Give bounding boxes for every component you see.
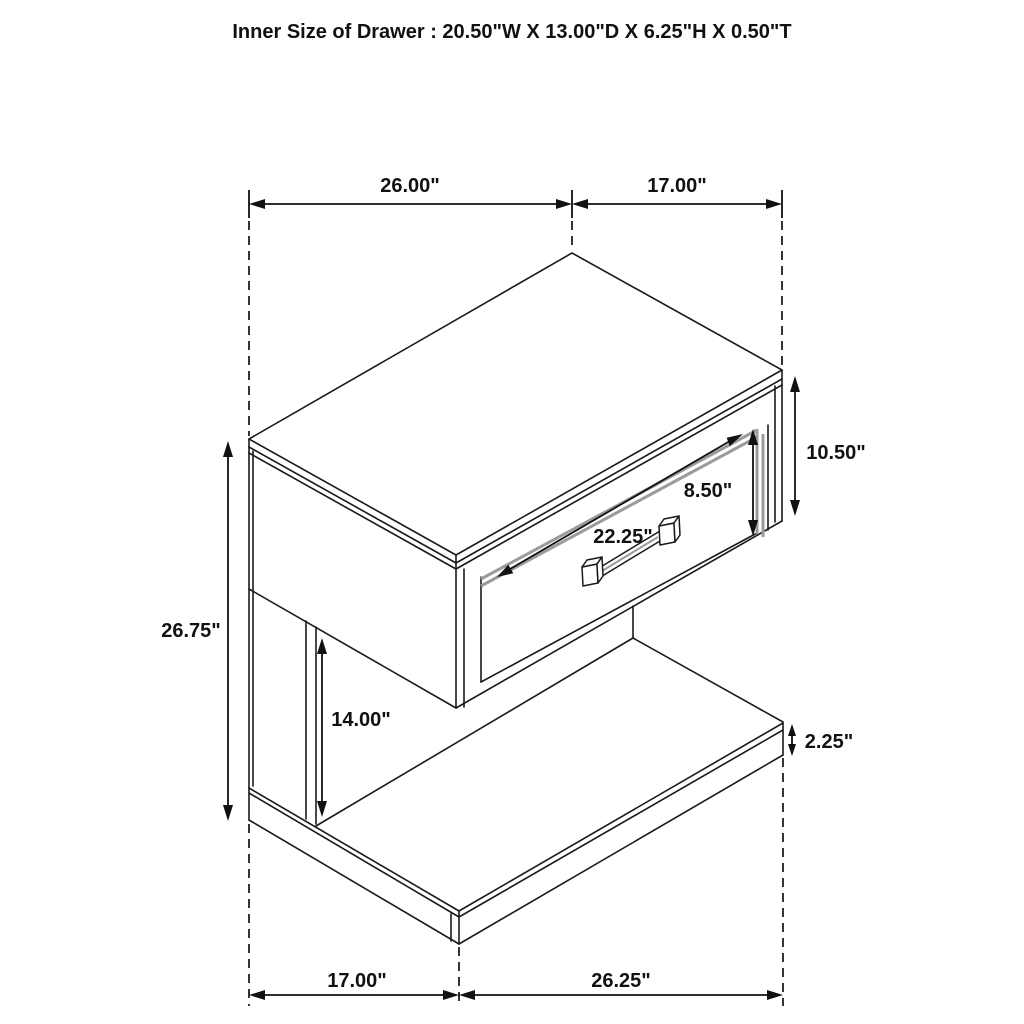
base-top-edges xyxy=(249,723,783,911)
dim-top-depth-label: 17.00" xyxy=(647,175,707,197)
dim-drawer-height xyxy=(684,429,758,536)
dim-drawer-height-label: 8.50" xyxy=(683,480,733,502)
arrowhead xyxy=(790,500,800,516)
arrowhead xyxy=(767,990,783,1000)
arrowhead xyxy=(249,990,265,1000)
arrowhead xyxy=(443,990,459,1000)
back-panel-base-edge xyxy=(316,638,633,826)
arrowhead xyxy=(790,376,800,392)
diagram-title: Inner Size of Drawer : 20.50"W X 13.00"D X 6.25"H X 0.50"T xyxy=(232,21,792,43)
dim-base-thickness xyxy=(788,724,853,756)
arrowhead xyxy=(556,199,572,209)
arrowhead xyxy=(317,638,327,654)
top-face xyxy=(249,253,782,555)
arrowhead xyxy=(788,724,796,736)
dim-cabinet-height-label: 10.50" xyxy=(806,442,866,464)
dim-base-width-label: 26.25" xyxy=(591,970,651,992)
arrowhead xyxy=(249,199,265,209)
arrowhead xyxy=(766,199,782,209)
arrowhead xyxy=(788,744,796,756)
dim-top-width-label: 26.00" xyxy=(380,175,440,197)
dim-base-depth-label: 17.00" xyxy=(327,970,387,992)
arrowhead xyxy=(223,441,233,457)
base-platform xyxy=(249,723,783,944)
arrowhead xyxy=(317,801,327,817)
handle-right-cap xyxy=(659,523,675,545)
dim-drawer-width-label: 22.25" xyxy=(593,526,653,548)
handle-left-cap xyxy=(582,564,598,586)
dim-base-depth xyxy=(249,824,459,1006)
arrowhead xyxy=(572,199,588,209)
nightstand-drawing xyxy=(249,253,783,944)
dim-overall-height xyxy=(161,441,233,821)
dim-overall-height-label: 26.75" xyxy=(161,620,221,642)
dim-opening-height-label: 14.00" xyxy=(331,709,391,731)
dim-cabinet-height xyxy=(790,376,866,516)
arrowhead xyxy=(459,990,475,1000)
arrowhead xyxy=(223,805,233,821)
dim-base-thickness-label: 2.25" xyxy=(804,731,854,753)
dim-top-width xyxy=(249,175,572,436)
